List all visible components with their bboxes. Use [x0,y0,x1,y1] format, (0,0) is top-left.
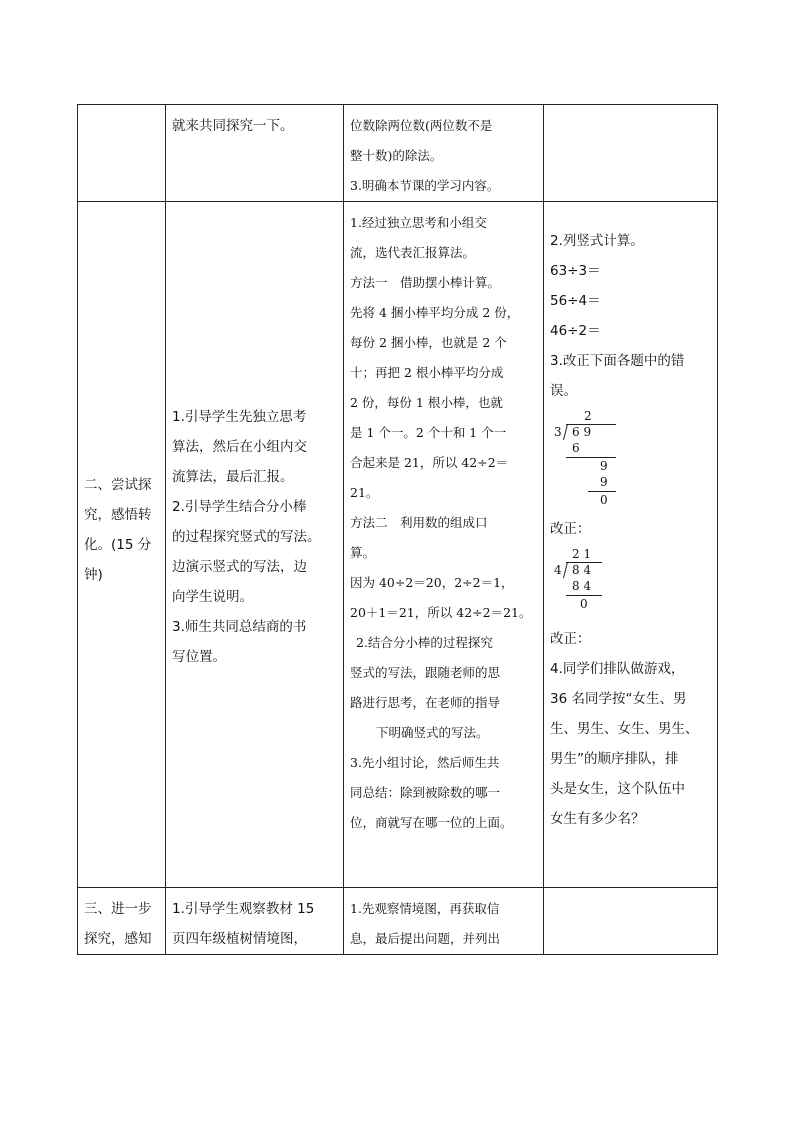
text-line: 因为 40÷2＝20，2÷2＝1， [350,575,514,590]
text-line: 1.经过独立思考和小组交 [350,215,487,230]
text-line: 合起来是 21，所以 42÷2＝ [350,455,509,470]
subtraction-line [566,595,602,596]
text-line: 20＋1＝21，所以 42÷2＝21。 [350,605,532,620]
exercise-cell [544,105,718,202]
long-division-wrong-1 [554,410,634,508]
text-line: 页四年级植树情境图， [172,931,307,947]
text-line: 下明确竖式的写法。 [376,725,489,740]
text-line: 算。 [350,545,376,560]
step-product: 9 [600,475,608,489]
text-line: 3.先小组讨论，然后师生共 [350,755,500,770]
text-line: 36 名同学按“女生、男 [550,691,687,707]
dividend: 8 4 [572,563,592,577]
text-line: 整十数)的除法。 [350,148,443,163]
text-line: 头是女生，这个队伍中 [550,781,685,797]
text-line: 1.引导学生先独立思考 [172,409,307,425]
text-line: 流，选代表汇报算法。 [350,245,476,260]
stage-title-line: 二、尝试探 [84,477,152,493]
text-line: 写位置。 [172,649,226,665]
stage-title-line: 化。(15 分 [84,537,152,553]
dividend: 6 9 [572,425,592,439]
teacher-activity-cell [166,105,344,202]
correction-label: 改正： [550,521,591,537]
text-line: 生、男生、女生、男生、 [550,721,699,737]
stage-title-line: 究，感悟转 [84,507,152,523]
text-line: 就来共同探究一下。 [172,118,294,134]
text-line: 男生”的顺序排队，排 [550,751,679,767]
text-line: 3.师生共同总结商的书 [172,619,307,635]
text-line: 2.引导学生结合分小棒 [172,499,307,515]
step-remainder: 9 [600,459,608,473]
final-remainder: 0 [580,597,588,611]
text-line: 是 1 个一。2 个十和 1 个一 [350,425,507,440]
lesson-plan-table [77,104,718,955]
text-line: 误。 [550,383,577,399]
text-line: 的过程探究竖式的写法。 [172,529,321,545]
student-activity-cell [344,888,544,955]
step-product: 6 [572,441,580,455]
teacher-activity-cell [166,202,344,888]
text-line: 3.改正下面各题中的错 [550,353,685,369]
quotient: 2 [584,409,592,423]
correction-label: 改正： [550,631,591,647]
stage-title-line: 探究，感知 [84,931,152,947]
text-line: 46÷2＝ [550,323,601,339]
final-remainder: 0 [600,493,608,507]
step-product: 8 4 [572,579,592,593]
subtraction-line [588,491,616,492]
text-line: 63÷3＝ [550,263,601,279]
stage-cell [78,888,166,955]
text-line: 2.列竖式计算。 [550,233,644,249]
text-line: 每份 2 捆小棒，也就是 2 个 [350,335,507,350]
text-line: 2 份，每份 1 根小棒，也就 [350,395,503,410]
text-line: 同总结：除到被除数的哪一 [350,785,501,800]
text-line: 4.同学们排队做游戏， [550,661,685,677]
text-line: 向学生说明。 [172,589,253,605]
division-bracket-curve [563,562,568,578]
text-line: 边演示竖式的写法，边 [172,559,307,575]
text-line: 流算法，最后汇报。 [172,469,294,485]
text-line: 算法，然后在小组内交 [172,439,307,455]
stage-cell [78,105,166,202]
text-line: 2.结合分小棒的过程探究 [356,635,493,650]
table-row [78,888,718,955]
text-line: 先将 4 捆小棒平均分成 2 份， [350,305,520,320]
text-line: 息，最后提出问题，并列出 [350,931,501,946]
teacher-activity-cell [166,888,344,955]
student-activity-cell [344,202,544,888]
text-line: 56÷4＝ [550,293,601,309]
student-activity-cell [344,105,544,202]
divisor: 4 [554,563,562,577]
stage-title-line: 钟) [84,567,103,583]
text-line: 21。 [350,485,379,500]
subtraction-line [566,457,616,458]
exercise-cell [544,202,718,888]
text-line: 十；再把 2 根小棒平均分成 [350,365,504,380]
table-row [78,105,718,202]
quotient: 2 1 [572,547,592,561]
table-row [78,202,718,888]
stage-title-line: 三、进一步 [84,901,152,917]
text-line: 3.明确本节课的学习内容。 [350,178,500,193]
text-line: 竖式的写法，跟随老师的思 [350,665,501,680]
divisor: 3 [554,425,562,439]
text-line: 1.引导学生观察教材 15 [172,901,315,917]
text-line: 方法二 利用数的组成口 [350,515,488,530]
text-line: 女生有多少名？ [550,811,645,827]
stage-cell [78,202,166,888]
text-line: 位数除两位数(两位数不是 [350,118,493,133]
text-line: 路进行思考，在老师的指导 [350,695,501,710]
text-line: 1.先观察情境图，再获取信 [350,901,500,916]
long-division-wrong-2 [554,548,634,618]
text-line: 位，商就写在哪一位的上面。 [350,815,513,830]
exercise-cell [544,888,718,955]
division-bracket-curve [563,424,568,440]
text-line: 方法一 借助摆小棒计算。 [350,275,501,290]
